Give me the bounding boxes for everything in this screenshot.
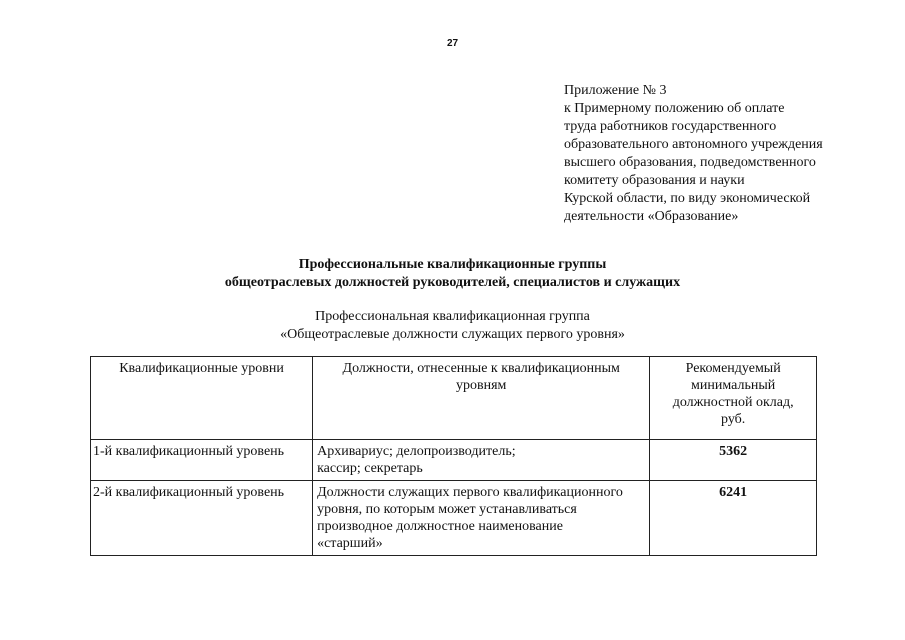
document-title-line: Профессиональные квалификационные группы [298,257,607,272]
header-level [91,357,313,440]
qualification-table [90,356,817,556]
page-number: 27 [446,38,459,49]
salary-value: 5362 [719,444,748,459]
appendix-note [564,82,884,226]
appendix-line: Приложение № 3 [564,83,667,98]
salary-cell [650,481,817,556]
group-title-line: «Общеотраслевые должности служащих первого уровня» [280,327,625,342]
positions-line: «старший» [317,536,383,551]
document-title [0,256,905,292]
level-cell [91,440,313,481]
positions-line: производное должностное наименование [317,519,563,534]
header-salary-line: Рекомендуемый [685,361,781,376]
level-cell [91,481,313,556]
group-title [0,308,905,344]
positions-cell [313,440,650,481]
header-positions-line: уровням [456,378,507,393]
positions-cell [313,481,650,556]
header-positions [313,357,650,440]
appendix-line: образовательного автономного учреждения [564,137,823,152]
positions-line: Архивариус; делопроизводитель; [317,444,516,459]
appendix-line: Курской области, по виду экономической [564,191,811,206]
positions-line: уровня, по которым может устанавливаться [317,502,577,517]
appendix-line: комитету образования и науки [564,173,745,188]
salary-cell [650,440,817,481]
level-text: 2-й квалификационный уровень [93,485,285,500]
level-text: 1-й квалификационный уровень [93,444,285,459]
table-row [91,440,817,481]
appendix-line: высшего образования, подведомственного [564,155,816,170]
positions-line: Должности служащих первого квалификационного [317,485,623,500]
document-title-line: общеотраслевых должностей руководителей, специалистов и служащих [224,275,681,290]
appendix-line: деятельности «Образование» [564,209,739,224]
header-salary-line: руб. [721,412,746,427]
header-salary-line: минимальный [691,378,776,393]
header-salary-line: должностной оклад, [672,395,794,410]
appendix-line: труда работников государственного [564,119,777,134]
header-salary [650,357,817,440]
salary-value: 6241 [719,485,748,500]
positions-line: кассир; секретарь [317,461,423,476]
table-header-row [91,357,817,440]
table-row [91,481,817,556]
appendix-line: к Примерному положению об оплате [564,101,785,116]
group-title-line: Профессиональная квалификационная группа [315,309,590,324]
header-positions-line: Должности, отнесенные к квалификационным [342,361,620,376]
header-level-text: Квалификационные уровни [119,361,284,376]
